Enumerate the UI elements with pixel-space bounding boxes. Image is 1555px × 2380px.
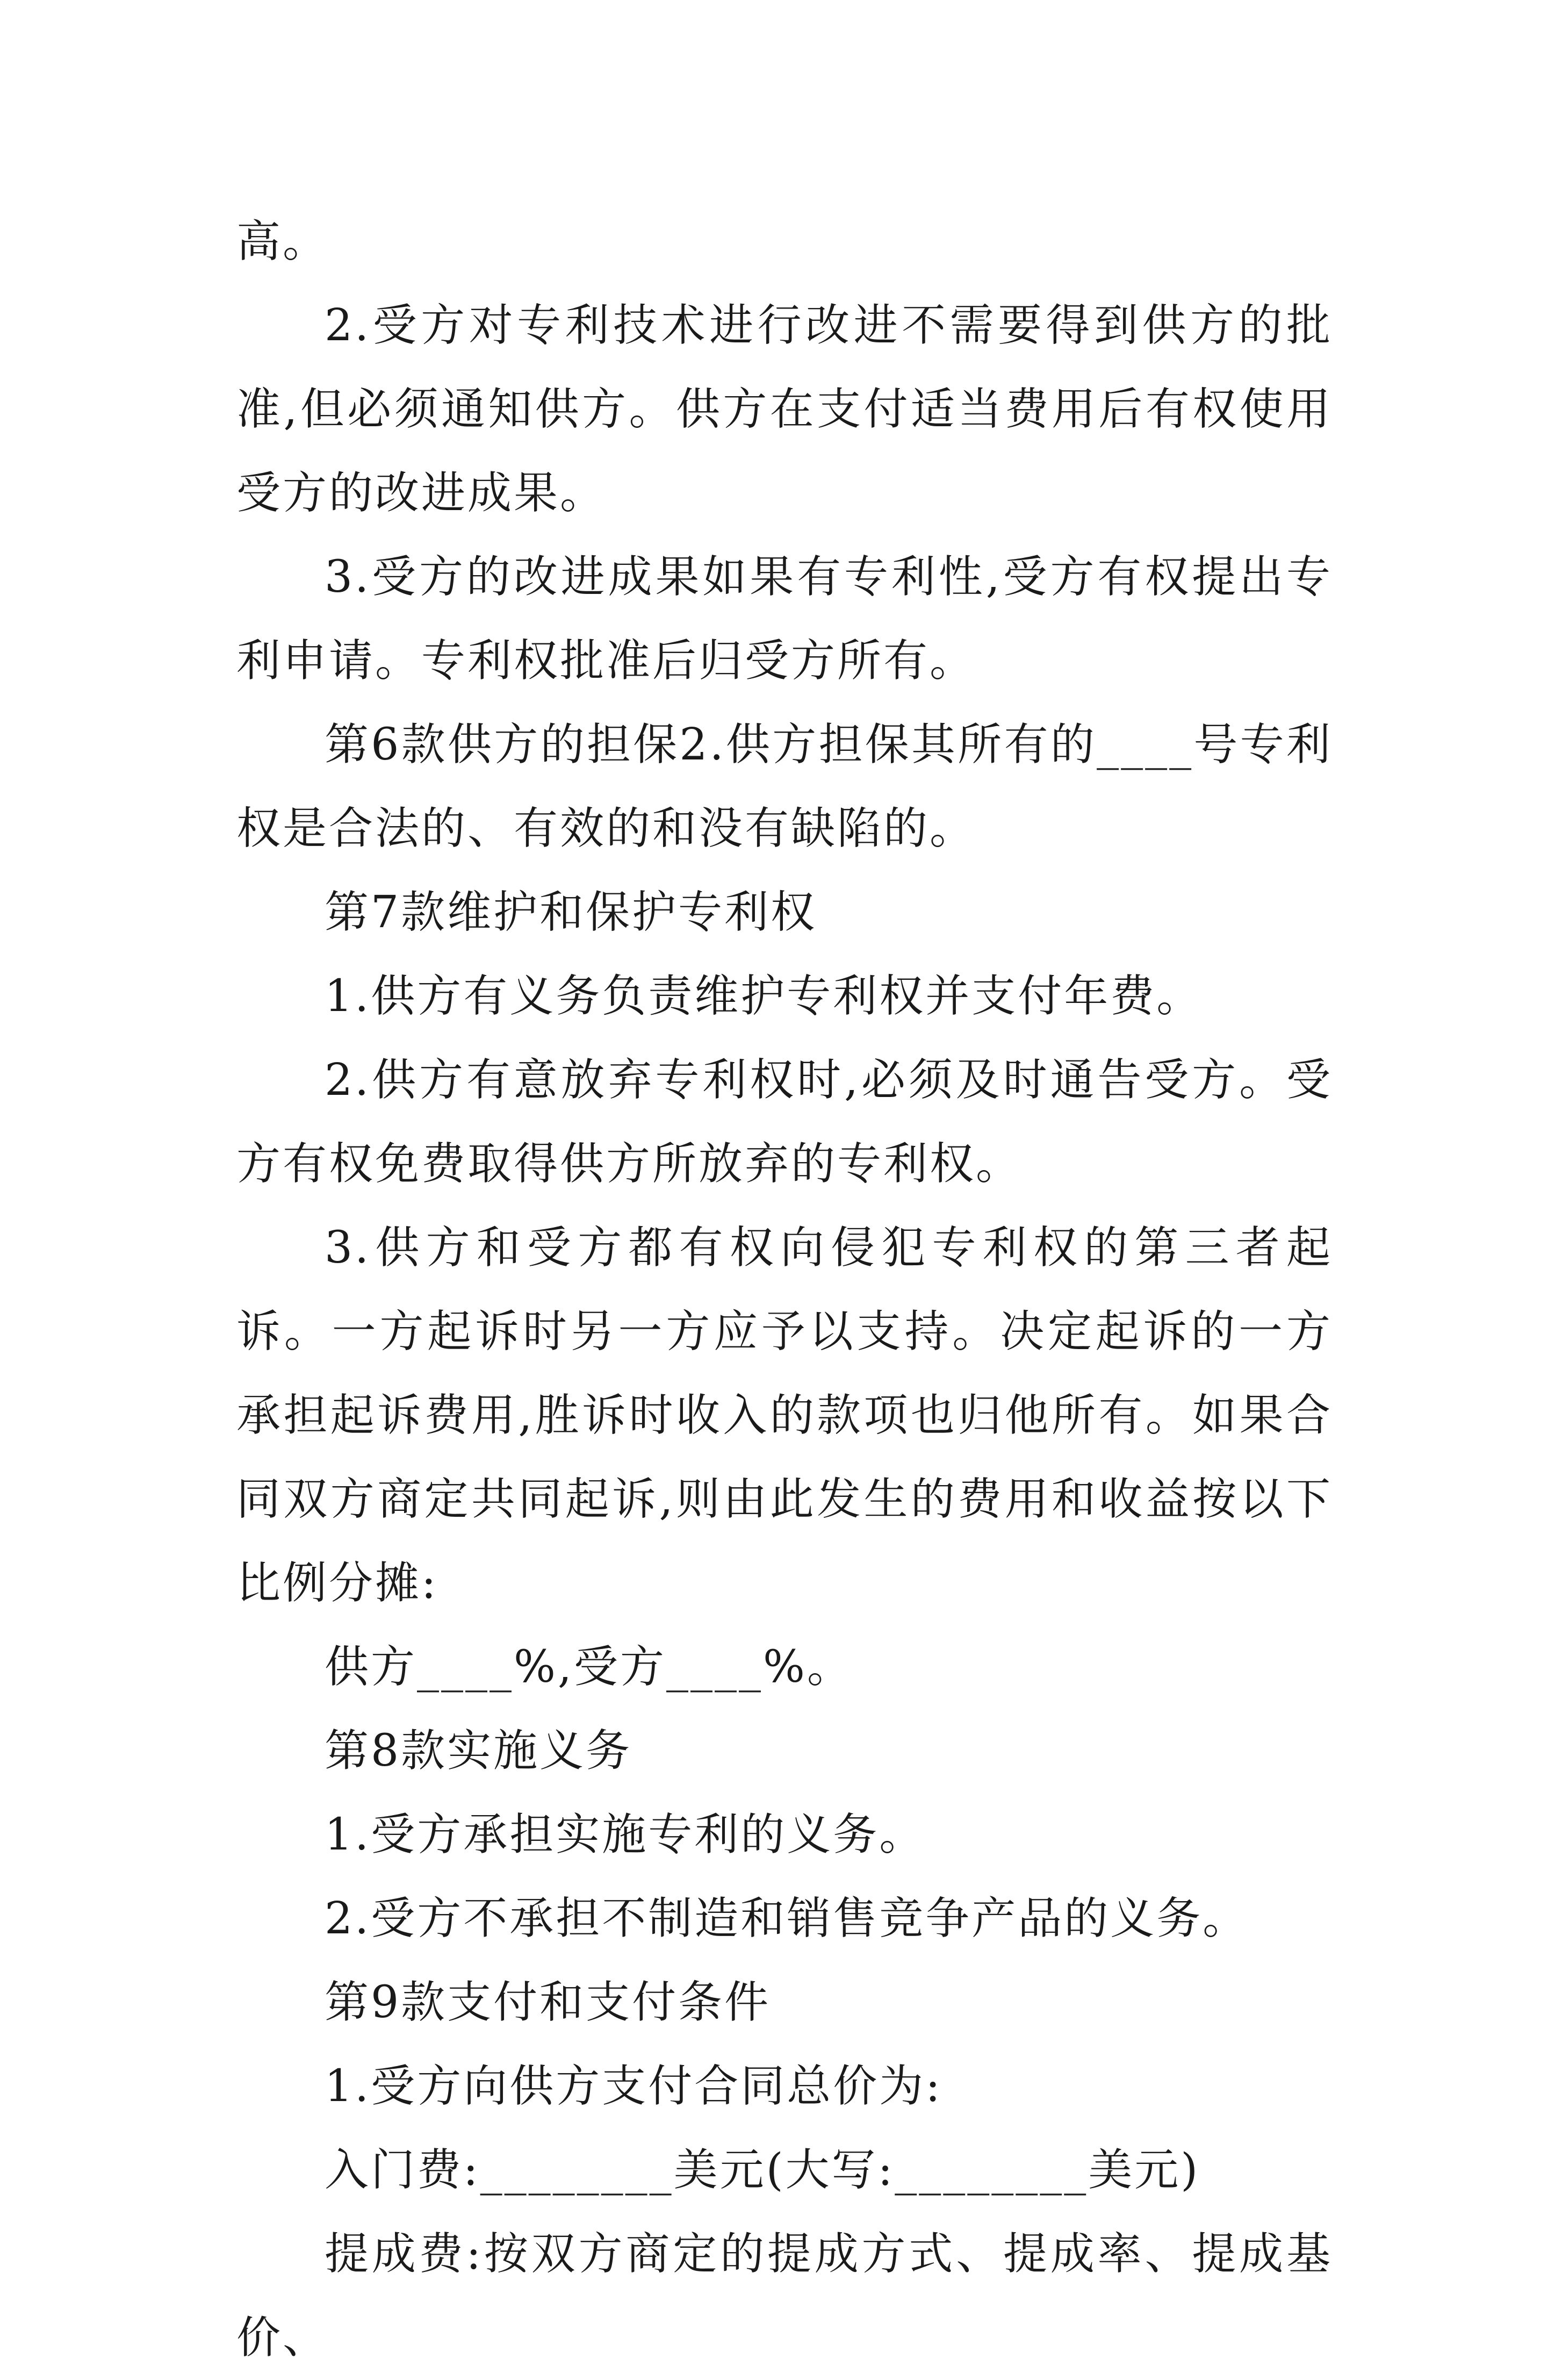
heading-section-9: 第9款支付和支付条件	[325, 1977, 771, 2028]
document-body	[236, 200, 1333, 2380]
paragraph-9-1: 1.受方向供方支付合同总价为:	[325, 2061, 942, 2112]
paragraph-improvement-patent: 3.受方的改进成果如果有专利性,受方有权提出专利申请。专利权批准后归受方所有。	[236, 551, 1333, 686]
paragraph-8-1: 1.受方承担实施专利的义务。	[325, 1809, 926, 1860]
paragraph-continuation: 高。	[236, 216, 329, 267]
paragraph-improvement-approval: 2.受方对专利技术进行改进不需要得到供方的批准,但必须通知供方。供方在支付适当费用后有权使用受方的改进成果。	[236, 300, 1333, 519]
paragraph-entry-fee: 入门费:________美元(大写:________美元)	[325, 2145, 1200, 2196]
paragraph-8-2: 2.受方不承担不制造和销售竞争产品的义务。	[325, 1893, 1249, 1944]
heading-section-7: 第7款维护和保护专利权	[325, 887, 817, 938]
paragraph-cost-ratio: 供方____%,受方____%。	[325, 1641, 853, 1693]
paragraph-section-6-guarantee: 第6款供方的担保2.供方担保其所有的____号专利权是合法的、有效的和没有缺陷的。	[236, 719, 1333, 854]
heading-section-8: 第8款实施义务	[325, 1725, 632, 1776]
paragraph-7-2: 2.供方有意放弃专利权时,必须及时通告受方。受方有权免费取得供方所放弃的专利权。	[236, 1055, 1333, 1189]
paragraph-royalty-fee: 提成费:按双方商定的提成方式、提成率、提成基价、	[236, 2228, 1333, 2363]
paragraph-7-1: 1.供方有义务负责维护专利权并支付年费。	[325, 971, 1203, 1022]
paragraph-7-3: 3.供方和受方都有权向侵犯专利权的第三者起诉。一方起诉时另一方应予以支持。决定起诉的一方承担起诉费用,胜诉时收入的款项也归他所有。如果合同双方商定共同起诉,则由此发生的费用和收益按以下比例分摊:	[236, 1222, 1333, 1609]
